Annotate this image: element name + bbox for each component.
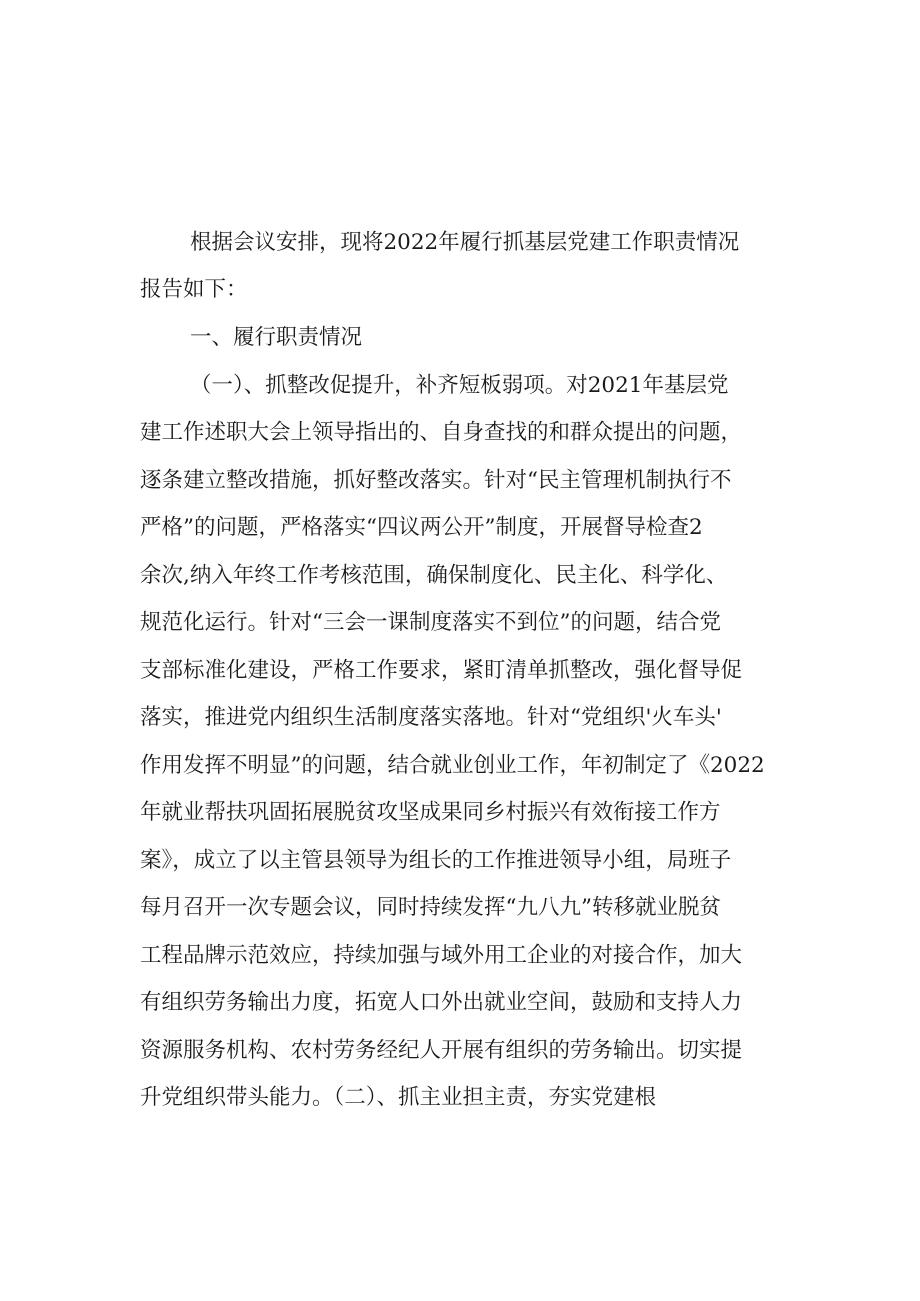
paragraph-line-15: 每月召开一次专题会议，同时持续发挥“九八九”转移就业脱贫 <box>140 895 721 920</box>
paragraph-line-12: 作用发挥不明显”的问题，结合就业创业工作，年初制定了《2022 <box>140 753 765 778</box>
paragraph-line-4: （一）、抓整改促提升，补齐短板弱项。对2021年基层党 <box>190 373 729 398</box>
paragraph-line-8: 余次,纳入年终工作考核范围，确保制度化、民主化、科学化、 <box>140 563 728 588</box>
paragraph-line-16: 工程品牌示范效应，持续加强与域外用工企业的对接合作，加大 <box>140 943 743 968</box>
paragraph-line-18: 资源服务机构、农村劳务经纪人开展有组织的劳务输出。切实提 <box>140 1038 743 1063</box>
section-heading: 一、履行职责情况 <box>190 325 363 350</box>
paragraph-line-19: 升党组织带头能力。（二）、抓主业担主责，夯实党建根 <box>140 1085 657 1110</box>
paragraph-line-5: 建工作述职大会上领导指出的、自身查找的和群众提出的问题， <box>140 420 743 445</box>
paragraph-line-10: 支部标准化建设，严格工作要求，紧盯清单抓整改，强化督导促 <box>140 658 743 683</box>
paragraph-line-13: 年就业帮扶巩固拓展脱贫攻坚成果同乡村振兴有效衔接工作方 <box>140 800 721 825</box>
paragraph-line-2: 报告如下： <box>140 277 248 302</box>
paragraph-line-17: 有组织劳务输出力度，拓宽人口外出就业空间，鼓励和支持人力 <box>140 990 743 1015</box>
paragraph-line-14: 案》，成立了以主管县领导为组长的工作推进领导小组，局班子 <box>140 848 732 873</box>
paragraph-line-11: 落实，推进党内组织生活制度落实落地。针对“党组织'火车头' <box>140 705 722 730</box>
paragraph-line-9: 规范化运行。针对“三会一课制度落实不到位”的问题，结合党 <box>140 610 721 635</box>
paragraph-line-1: 根据会议安排，现将2022年履行抓基层党建工作职责情况 <box>190 230 740 255</box>
paragraph-line-6: 逐条建立整改措施，抓好整改落实。针对“民主管理机制执行不 <box>140 468 732 493</box>
paragraph-line-7: 严格”的问题，严格落实“四议两公开”制度，开展督导检查2 <box>140 515 703 540</box>
